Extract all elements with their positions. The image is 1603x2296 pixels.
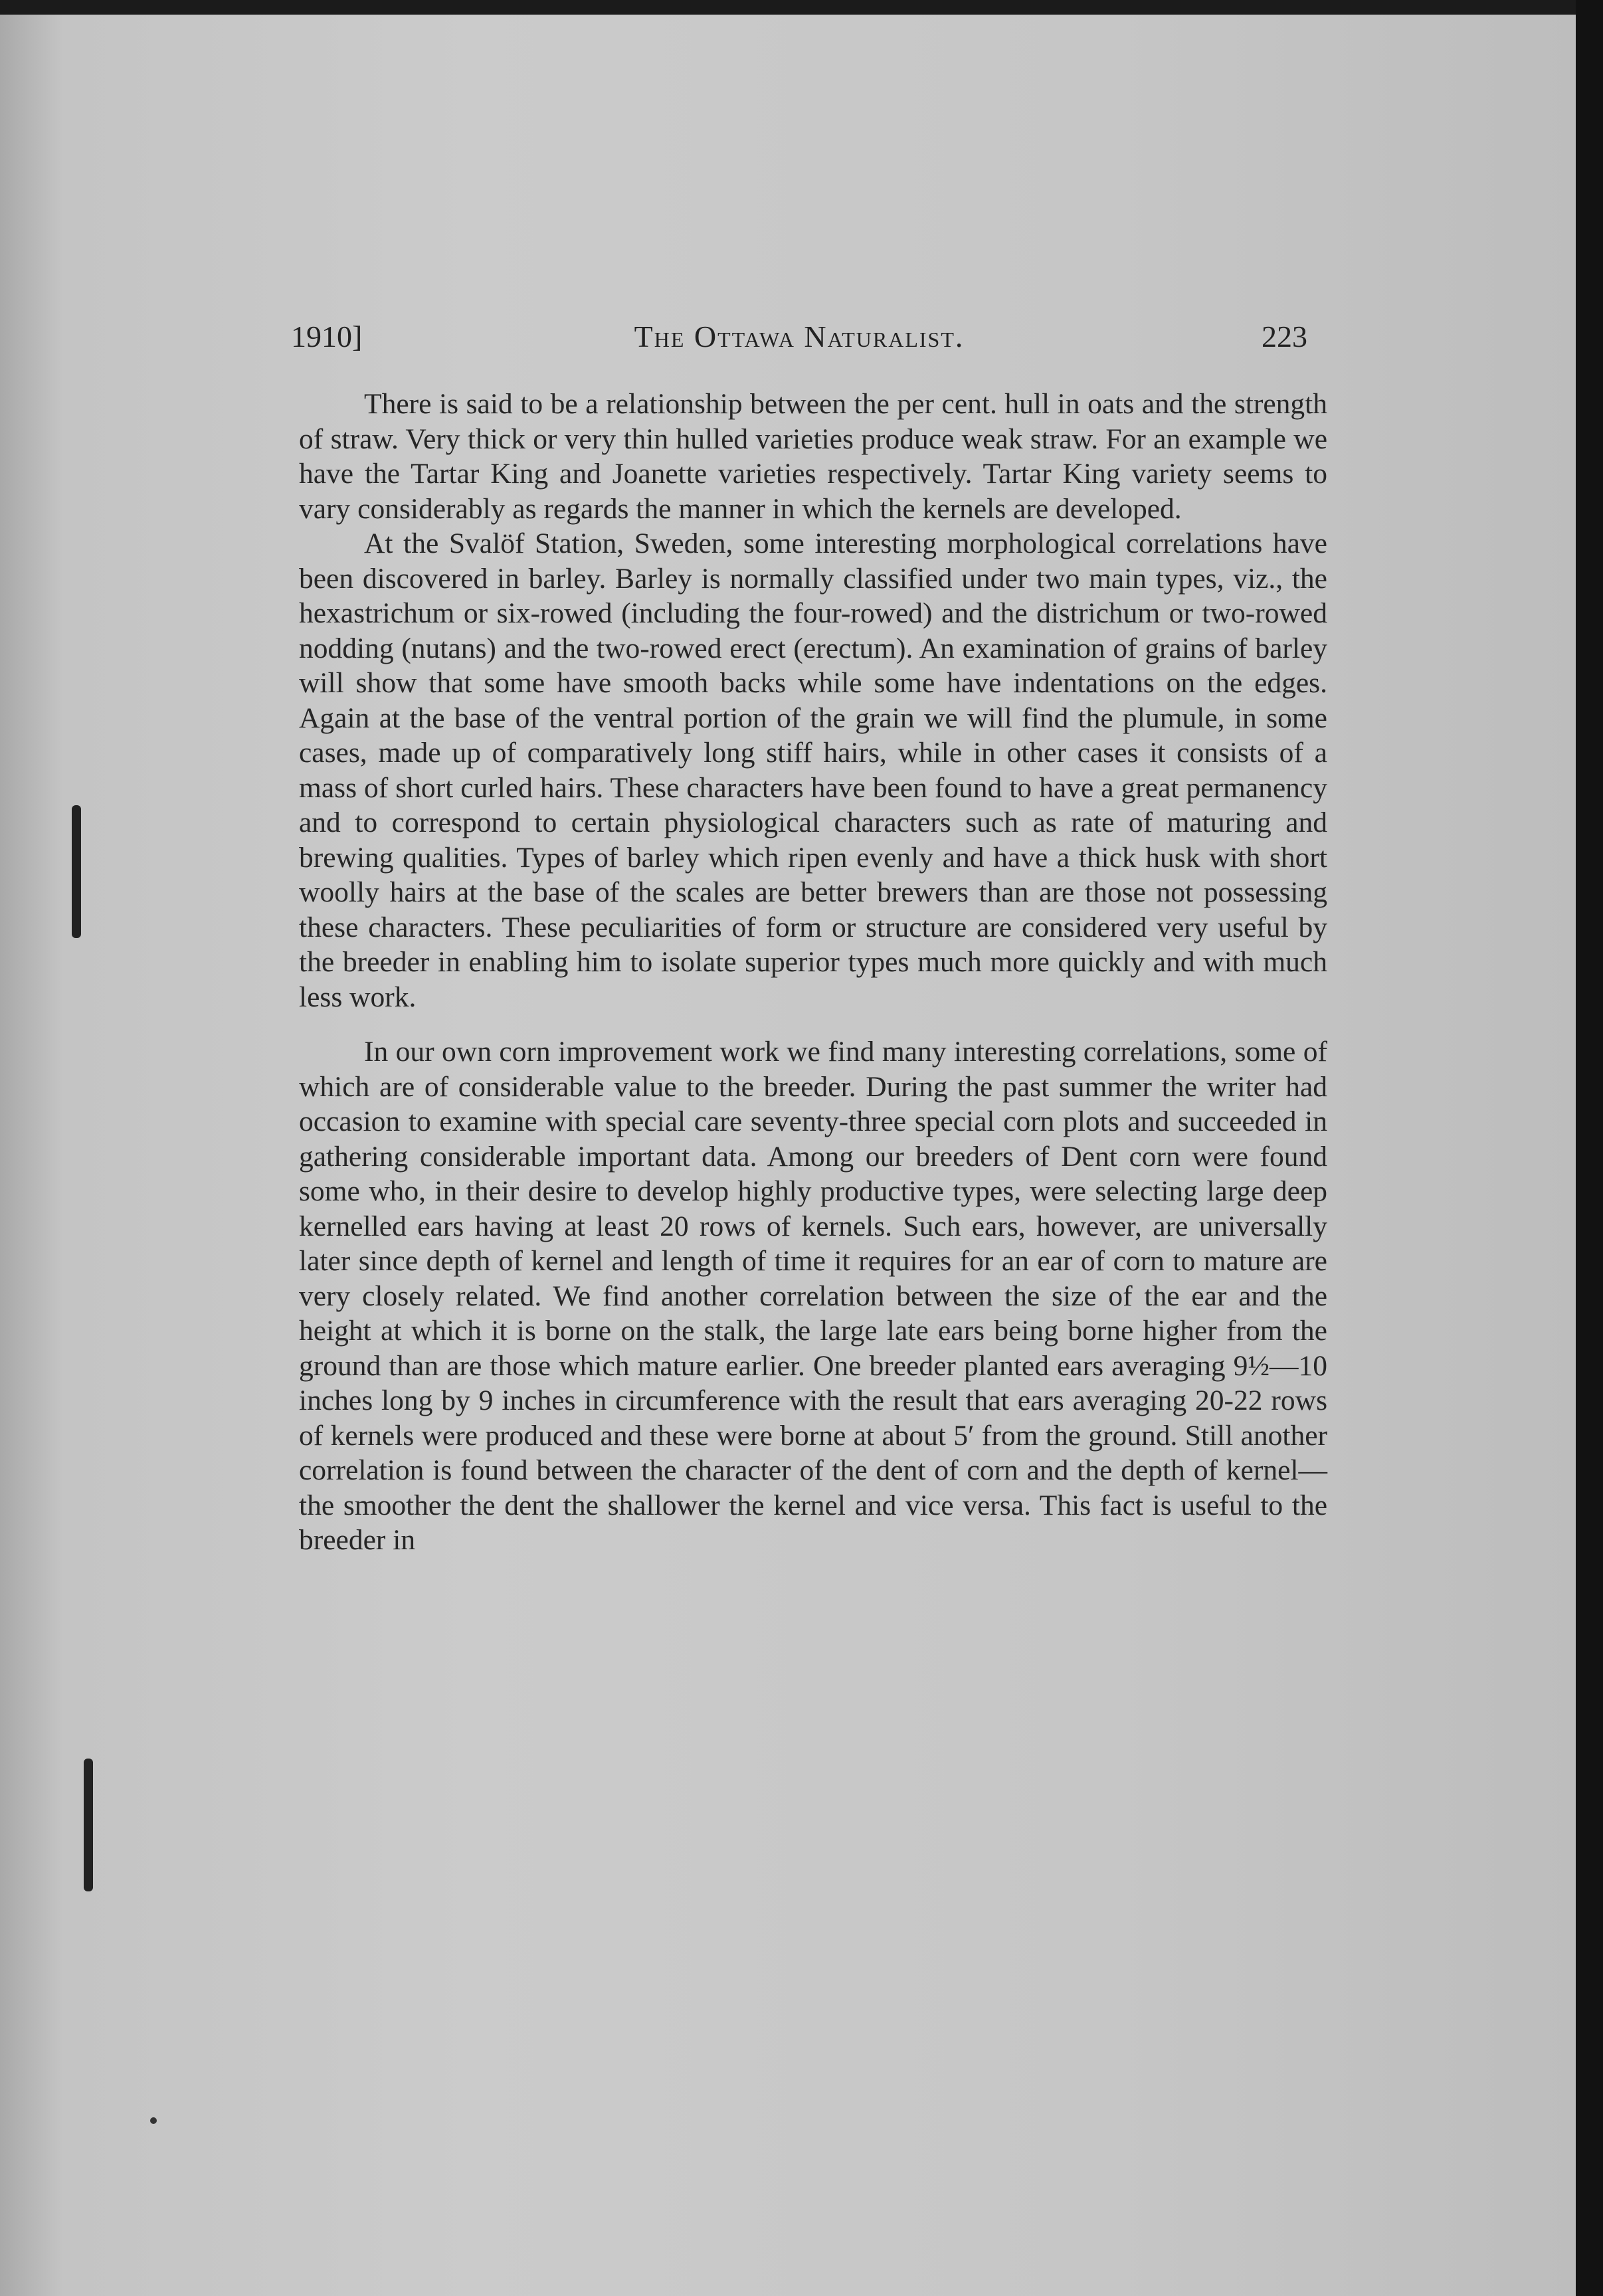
- paragraph: There is said to be a relationship between the per cent. hull in oats and the strength of straw. Very thick or very thin hulled varieties produce weak straw. For an example we have the Tartar King and Joanette varieties respectively. Tartar King variety seems to vary considerably as regards the manner in which the kernels are developed.: [299, 388, 1327, 525]
- article-body: [299, 387, 1327, 1558]
- scan-border: [1576, 0, 1603, 2296]
- running-header: [291, 314, 1307, 360]
- header-year: 1910]: [291, 320, 363, 353]
- speck: [150, 2117, 157, 2124]
- paragraph: In our own corn improvement work we find many interesting correlations, some of which are of considerable value to the breeder. During the past summer the writer had occasion to examine with special care seventy-three special corn plots and succeeded in gathering considerable important data. Among our breeders of Dent corn were found some who, in their desire to develop highly productive types, were selecting large deep kernelled ears having at least 20 rows of kernels. Such ears, however, are universally later since depth of kernel and length of time it requires for an ear of corn to mature are very closely related. We find another correlation between the size of the ear and the height at which it is borne on the stalk, the large late ears being borne higher from the ground than are those which mature earlier. One breeder planted ears averaging 9½—10 inches long by 9 inches in circumference with the result that ears averaging 20-22 rows of kernels were produced and these were borne at about 5′ from the ground. Still another correlation is found between the character of the dent of corn and the depth of kernel—the smoother the dent the shallower the kernel and vice versa. This fact is useful to the breeder in: [299, 1036, 1327, 1556]
- journal-title: The Ottawa Naturalist.: [634, 320, 965, 353]
- paragraph: At the Svalöf Station, Sweden, some interesting morphological correlations have been discovered in barley. Barley is normally classified under two main types, viz., the hexastrichum or six-rowed (including the four-rowed) and the districhum or two-rowed nodding (nutans) and the two-rowed erect (erectum). An examination of grains of barley will show that some have smooth backs while some have indentations on the edges. Again at the base of the ventral portion of the grain we will find the plumule, in some cases, made up of comparatively long stiff hairs, while in other cases it consists of a mass of short curled hairs. These characters have been found to have a great permanency and to correspond to certain physiological characters such as rate of maturing and brewing qualities. Types of barley which ripen evenly and have a thick husk with short woolly hairs at the base of the scales are better brewers than are those not possessing these characters. These peculiarities of form or structure are considered very useful by the breeder in enabling him to isolate superior types much more quickly and with much less work.: [299, 527, 1327, 1013]
- page-number: 223: [1262, 320, 1307, 353]
- scanned-page: [0, 15, 1576, 2296]
- binding-mark: [72, 805, 81, 938]
- binding-mark: [84, 1759, 93, 1891]
